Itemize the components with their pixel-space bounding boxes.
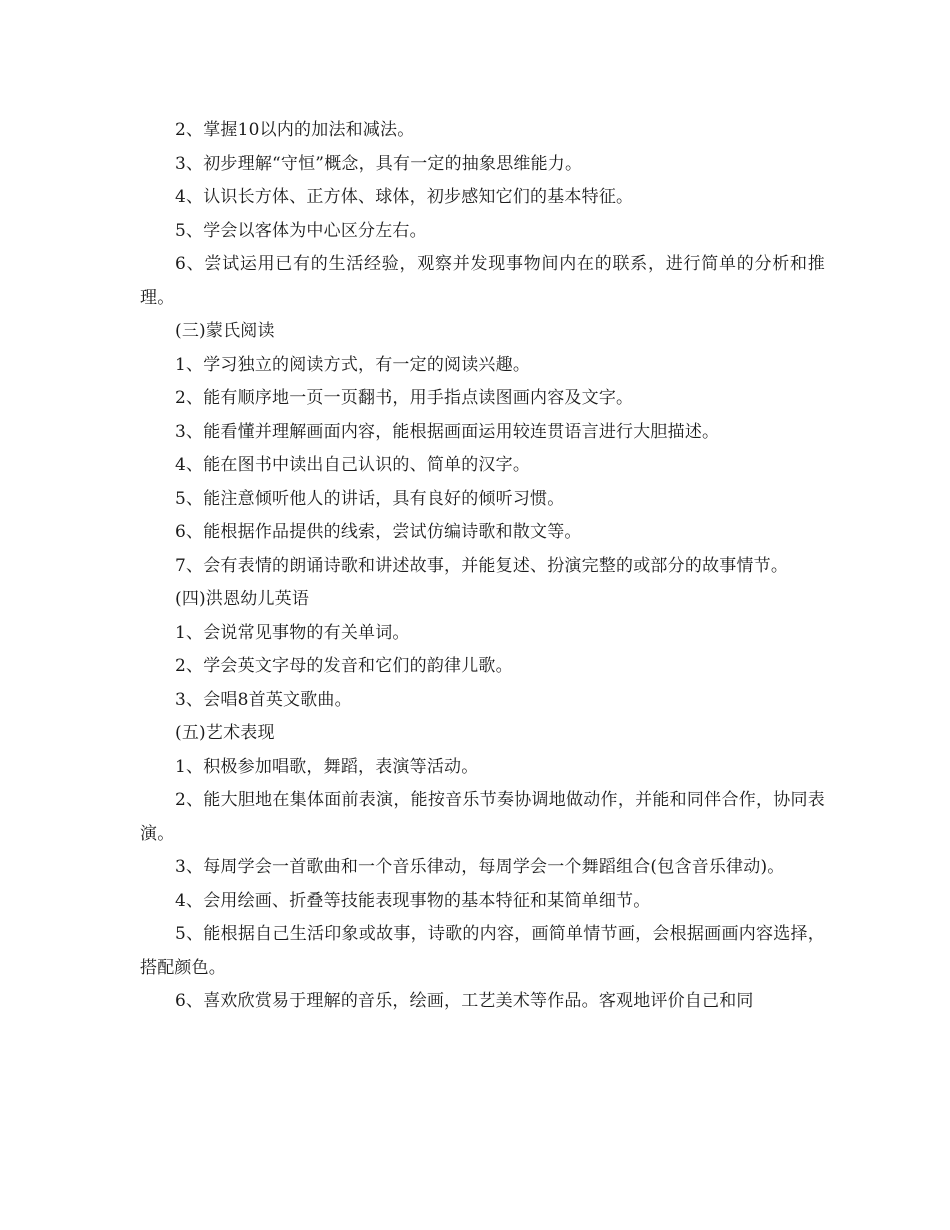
- paragraph-english-3: 3、会唱8首英文歌曲。: [175, 689, 352, 710]
- paragraph-art-5: 5、能根据自己生活印象或故事，诗歌的内容，画简单情节画，会根据画画内容选择，搭配颜色。: [140, 924, 825, 978]
- section-heading-english: (四)洪恩幼儿英语: [175, 589, 310, 609]
- section-heading-reading: (三)蒙氏阅读: [175, 321, 275, 341]
- paragraph-reading-3: 3、能看懂并理解画面内容，能根据画面运用较连贯语言进行大胆描述。: [175, 421, 720, 442]
- section-heading-art: (五)艺术表现: [175, 723, 275, 743]
- paragraph-math-2: 2、掌握10以内的加法和减法。: [175, 120, 415, 140]
- paragraph-art-4: 4、会用绘画、折叠等技能表现事物的基本特征和某简单细节。: [175, 890, 651, 911]
- paragraph-math-4: 4、认识长方体、正方体、球体，初步感知它们的基本特征。: [175, 187, 634, 207]
- paragraph-reading-6: 6、能根据作品提供的线索，尝试仿编诗歌和散文等。: [175, 522, 582, 542]
- paragraph-reading-5: 5、能注意倾听他人的讲话，具有良好的倾听习惯。: [175, 488, 565, 509]
- paragraph-english-1: 1、会说常见事物的有关单词。: [175, 622, 410, 643]
- paragraph-math-5: 5、学会以客体为中心区分左右。: [175, 220, 427, 241]
- paragraph-art-1: 1、积极参加唱歌，舞蹈，表演等活动。: [175, 756, 479, 777]
- paragraph-math-3: 3、初步理解“守恒”概念，具有一定的抽象思维能力。: [175, 153, 583, 174]
- paragraph-art-6: 6、喜欢欣赏易于理解的音乐，绘画，工艺美术等作品。客观地评价自己和同: [175, 991, 754, 1011]
- paragraph-reading-4: 4、能在图书中读出自己认识的、简单的汉字。: [175, 455, 531, 475]
- paragraph-english-2: 2、学会英文字母的发音和它们的韵律儿歌。: [175, 656, 513, 676]
- paragraph-math-6: 6、尝试运用已有的生活经验，观察并发现事物间内在的联系，进行简单的分析和推理。: [140, 254, 825, 308]
- document-body: [140, 114, 825, 1019]
- paragraph-art-3: 3、每周学会一首歌曲和一个音乐律动，每周学会一个舞蹈组合(包含音乐律动)。: [175, 857, 785, 877]
- paragraph-art-2: 2、能大胆地在集体面前表演，能按音乐节奏协调地做动作，并能和同伴合作，协同表演。: [140, 790, 825, 844]
- paragraph-reading-2: 2、能有顺序地一页一页翻书，用手指点读图画内容及文字。: [175, 388, 634, 408]
- paragraph-reading-7: 7、会有表情的朗诵诗歌和讲述故事，并能复述、扮演完整的或部分的故事情节。: [175, 555, 789, 576]
- paragraph-reading-1: 1、学习独立的阅读方式，有一定的阅读兴趣。: [175, 354, 531, 375]
